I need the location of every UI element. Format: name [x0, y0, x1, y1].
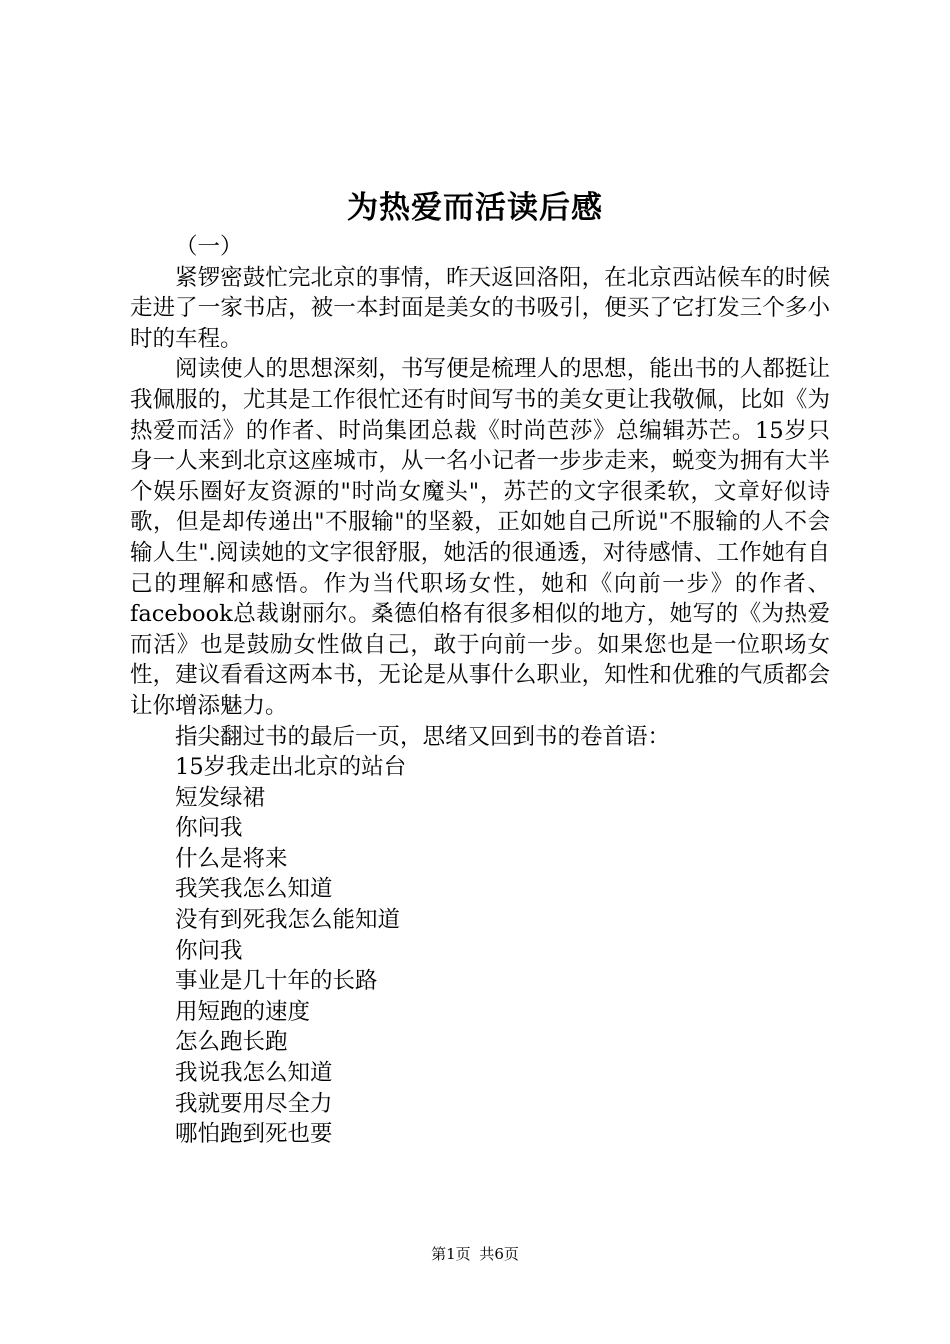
paragraph-1: 紧锣密鼓忙完北京的事情，昨天返回洛阳，在北京西站候车的时候走进了一家书店，被一本封面是美女的书吸引，便买了它打发三个多小时的车程。	[130, 264, 830, 352]
document-title: 为热爱而活读后感	[347, 190, 603, 226]
poem-line: 事业是几十年的长路	[175, 968, 378, 995]
poem-line: 怎么跑长跑	[175, 1029, 288, 1056]
poem-line: 你问我	[175, 937, 243, 964]
page-total: 共6页	[479, 1245, 519, 1263]
poem-line: 15岁我走出北京的站台	[175, 754, 407, 781]
poem-line: 你问我	[175, 815, 243, 842]
poem-line: 我说我怎么知道	[175, 1060, 333, 1087]
paragraph-3: 指尖翻过书的最后一页，思绪又回到书的卷首语：	[175, 723, 671, 750]
poem-line: 什么是将来	[175, 845, 288, 872]
page-number: 第1页	[431, 1245, 471, 1263]
poem-line: 用短跑的速度	[175, 998, 311, 1025]
section-marker: （一）	[175, 234, 243, 260]
poem-line: 哪怕跑到死也要	[175, 1121, 333, 1148]
poem-line: 我就要用尽全力	[175, 1090, 333, 1117]
poem-line: 短发绿裙	[175, 784, 266, 811]
poem-line: 没有到死我怎么能知道	[175, 907, 401, 934]
poem-line: 我笑我怎么知道	[175, 876, 333, 903]
document-body	[130, 232, 830, 1150]
page-footer	[0, 1244, 950, 1264]
paragraph-2: 阅读使人的思想深刻，书写便是梳理人的思想，能出书的人都挺让我佩服的，尤其是工作很忙还有时间写书的美女更让我敬佩，比如《为热爱而活》的作者、时尚集团总裁《时尚芭莎》总编辑苏芒。15岁只身一人来到北京这座城市，从一名小记者一步步走来，蜕变为拥有大半个娱乐圈好友资源的"时尚女魔头"，苏芒的文字很柔软，文章好似诗歌，但是却传递出"不服输"的坚毅，正如她自己所说"不服输的人不会输人生".阅读她的文字很舒服，她活的很通透，对待感情、工作她有自己的理解和感悟。作为当代职场女性，她和《向前一步》的作者、facebook总裁谢丽尔。桑德伯格有很多相似的地方，她写的《为热爱而活》也是鼓励女性做自己，敢于向前一步。如果您也是一位职场女性，建议看看这两本书，无论是从事什么职业，知性和优雅的气质都会让你增添魅力。	[130, 356, 830, 719]
poem	[130, 752, 830, 1150]
